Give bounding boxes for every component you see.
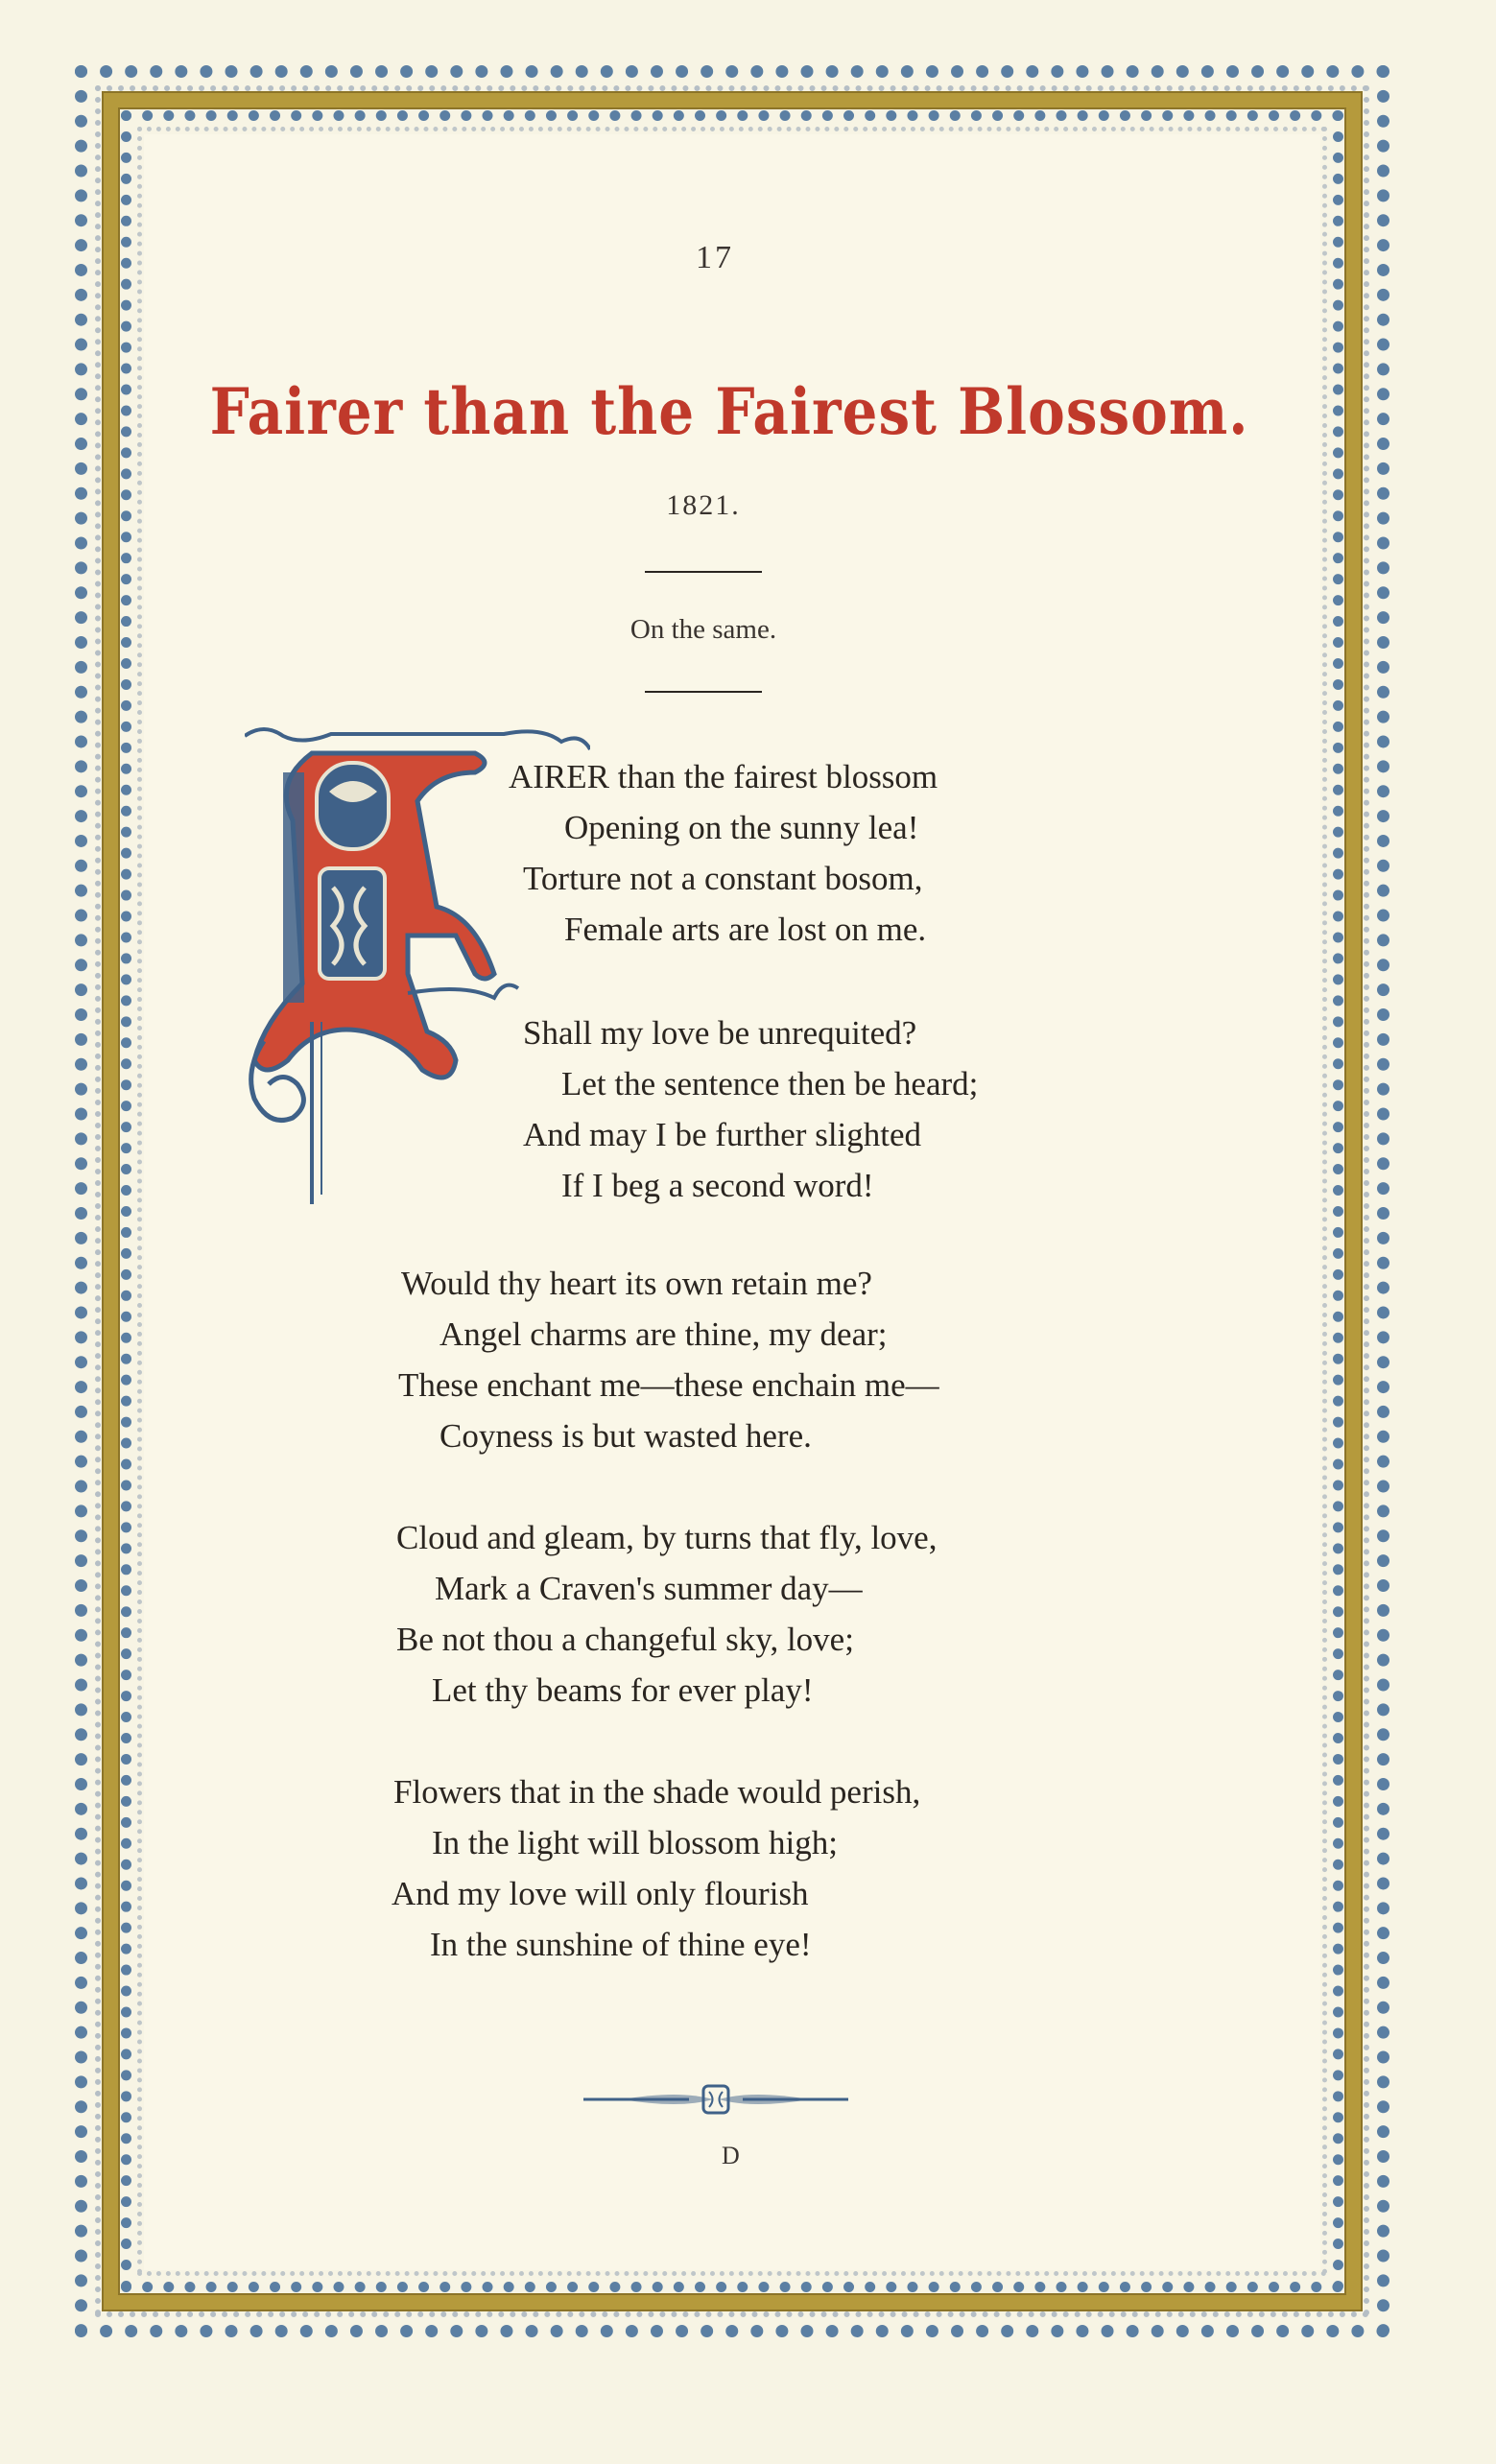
poem-subtitle: On the same. [629,614,777,645]
divider-rule-top [645,571,762,573]
poem-line: If I beg a second word! [561,1167,874,1204]
poem-line: Flowers that in the shade would perish, [393,1773,921,1811]
poem-line: In the sunshine of thine eye! [430,1926,812,1963]
poem-line: In the light will blossom high; [432,1824,838,1861]
poem-line: And may I be further slighted [523,1116,922,1153]
poem-line: Be not thou a changeful sky, love; [396,1621,854,1658]
poem-line: Cloud and gleam, by turns that fly, love, [396,1519,938,1556]
signature-mark: D [722,2142,740,2169]
poem-line: Coyness is but wasted here. [439,1417,812,1455]
poem-line: AIRER than the fairest blossom [509,758,938,795]
poem-line: Would thy heart its own retain me? [401,1265,872,1302]
poem-line: Opening on the sunny lea! [564,809,919,846]
poem-line: These enchant me—these enchain me— [398,1366,939,1404]
poem-title: Fairer than the Fairest Blossom. [209,373,1249,450]
poem-line: Torture not a constant bosom, [523,860,923,897]
poem-year: 1821. [666,489,741,521]
poem-line: And my love will only flourish [392,1875,809,1912]
poem-line: Angel charms are thine, my dear; [439,1315,888,1353]
tailpiece-ornament-icon [583,2080,848,2119]
divider-rule-bottom [645,691,762,693]
poem-line: Let thy beams for ever play! [432,1671,814,1709]
page-number: 17 [696,240,734,275]
poem-line: Female arts are lost on me. [564,911,927,948]
poem-line: Mark a Craven's summer day— [435,1570,863,1607]
poem-line: Let the sentence then be heard; [561,1065,979,1102]
poem-line: Shall my love be unrequited? [523,1014,917,1052]
